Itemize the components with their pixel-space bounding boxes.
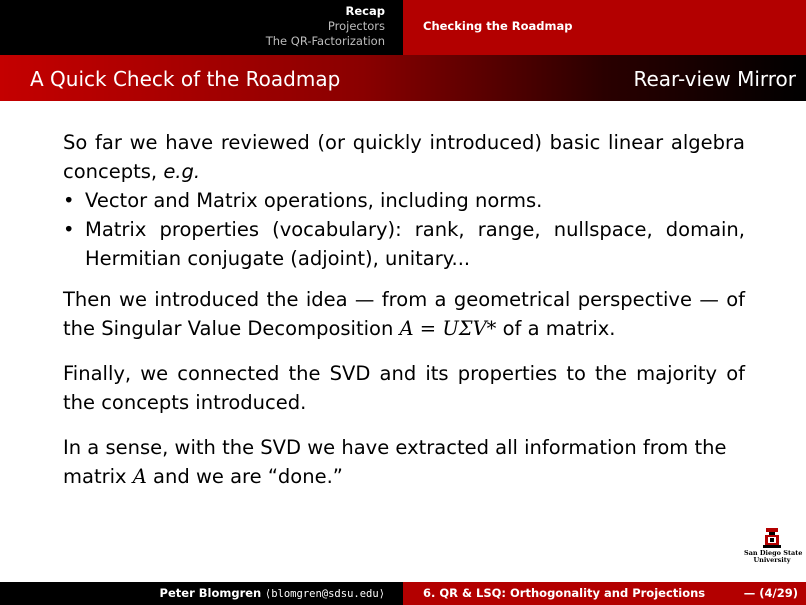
- footer-author: [160, 586, 385, 600]
- nav-section-qr-factorization[interactable]: The QR-Factorization: [265, 34, 385, 48]
- top-navigation: [0, 0, 806, 55]
- intro-emphasis: e.g.: [163, 160, 201, 183]
- subsection-nav: [403, 0, 806, 55]
- frame-subtitle: Rear-view Mirror: [633, 67, 796, 91]
- intro-paragraph: [63, 128, 745, 186]
- slide-body: [63, 128, 745, 507]
- svd-paragraph: [63, 285, 745, 343]
- matrix-symbol: A: [132, 465, 147, 488]
- frame-title: A Quick Check of the Roadmap: [30, 67, 341, 91]
- nav-section-recap[interactable]: Recap: [345, 4, 385, 18]
- page-counter: — (4/29): [743, 586, 798, 600]
- author-name: Peter Blomgren: [159, 586, 262, 600]
- author-email: ⟨blomgren@sdsu.edu⟩: [264, 588, 385, 600]
- svd-tail: of a matrix.: [496, 317, 616, 340]
- footer-author-panel: [0, 582, 403, 605]
- svd-formula: A = UΣV*: [399, 317, 497, 340]
- list-item: • Matrix properties (vocabulary): rank, range, nullspace, domain, Hermitian conjugate (adjoint), unitary...: [63, 215, 745, 273]
- intro-text: So far we have reviewed (or quickly introduced) basic linear algebra concepts,: [63, 131, 745, 183]
- university-logo: [744, 528, 803, 568]
- footer-talk-panel: [403, 582, 806, 605]
- section-nav: [0, 0, 403, 55]
- topic-list: [63, 186, 745, 273]
- logo-line-2: University: [753, 556, 791, 564]
- conclusion-text-a: In a sense, with the SVD we have extracted all information from the matrix: [63, 436, 727, 488]
- nav-subsection-current[interactable]: Checking the Roadmap: [423, 19, 573, 33]
- conclusion-paragraph: [63, 433, 745, 491]
- connection-paragraph: Finally, we connected the SVD and its properties to the majority of the concepts introduced.: [63, 362, 745, 414]
- footer-talk-title: 6. QR & LSQ: Orthogonality and Projections: [423, 586, 706, 600]
- section-list: [266, 4, 385, 49]
- sdsu-emblem-icon: [763, 528, 781, 550]
- logo-line-1: San Diego State: [744, 549, 803, 557]
- conclusion-text-b: and we are “done.”: [146, 465, 343, 488]
- nav-section-projectors[interactable]: Projectors: [327, 19, 385, 33]
- svd-text: Then we introduced the idea — from a geometrical perspective — of the Singular Value Decomposition: [63, 288, 745, 340]
- footer-bar: [0, 582, 806, 605]
- frame-title-bar: [0, 55, 806, 101]
- list-item: • Vector and Matrix operations, including norms.: [63, 186, 745, 215]
